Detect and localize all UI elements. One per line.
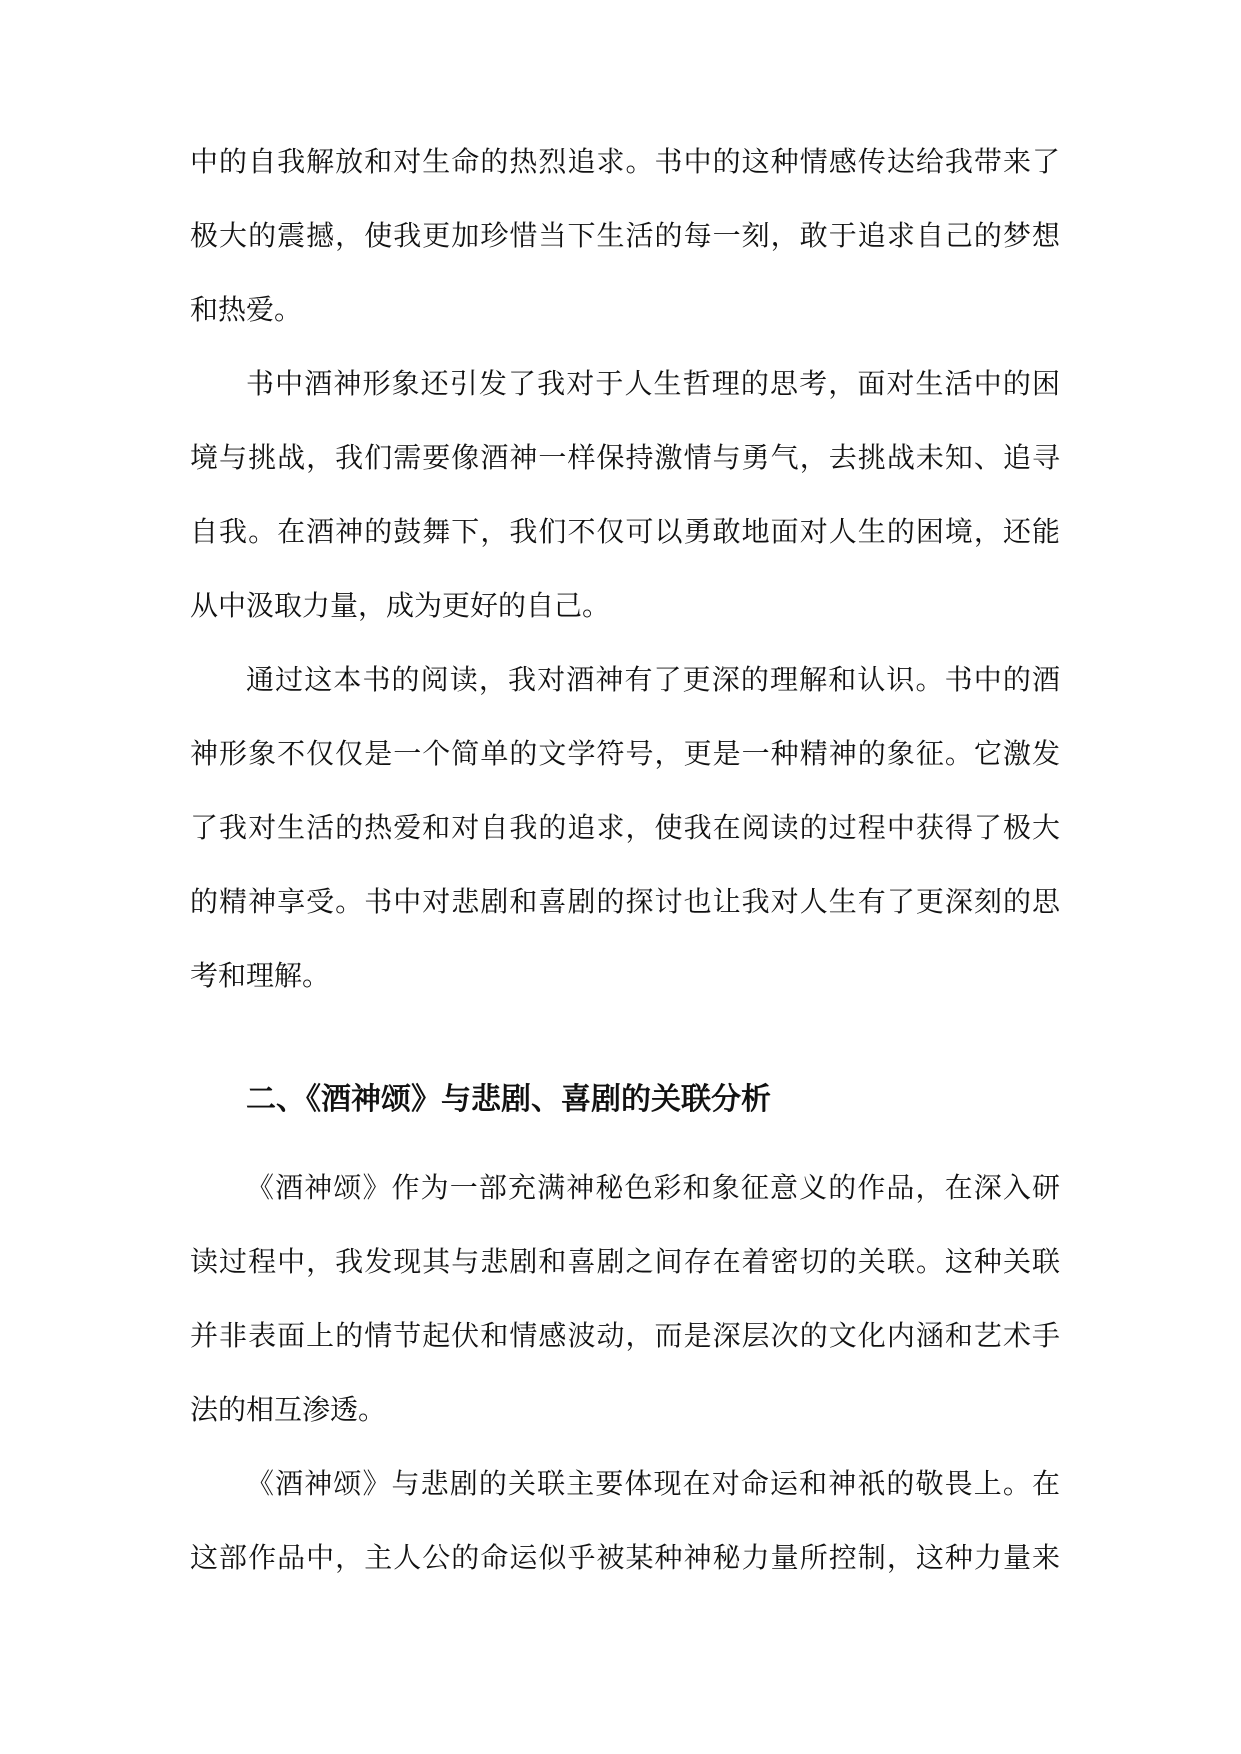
section-heading: 二、《酒神颂》与悲剧、喜剧的关联分析 [246, 1082, 771, 1117]
paragraph-3-line-2: 神形象不仅仅是一个简单的文学符号，更是一种精神的象征。它激发 [190, 737, 1060, 770]
paragraph-3-line-3: 了我对生活的热爱和对自我的追求，使我在阅读的过程中获得了极大 [190, 811, 1060, 844]
paragraph-3-line-1: 通过这本书的阅读，我对酒神有了更深的理解和认识。书中的酒 [246, 663, 1060, 696]
paragraph-2-line-4: 从中汲取力量，成为更好的自己。 [190, 589, 611, 622]
section-paragraph-1-line-3: 并非表面上的情节起伏和情感波动，而是深层次的文化内涵和艺术手 [190, 1319, 1060, 1352]
paragraph-2-line-1: 书中酒神形象还引发了我对于人生哲理的思考，面对生活中的困 [246, 367, 1060, 400]
paragraph-3-line-4: 的精神享受。书中对悲剧和喜剧的探讨也让我对人生有了更深刻的思 [190, 885, 1060, 918]
paragraph-2-line-2: 境与挑战，我们需要像酒神一样保持激情与勇气，去挑战未知、追寻 [190, 441, 1060, 474]
section-paragraph-1-line-2: 读过程中，我发现其与悲剧和喜剧之间存在着密切的关联。这种关联 [190, 1245, 1060, 1278]
paragraph-1-line-2: 极大的震撼，使我更加珍惜当下生活的每一刻，敢于追求自己的梦想 [190, 219, 1060, 252]
section-paragraph-1-line-4: 法的相互渗透。 [190, 1393, 387, 1426]
paragraph-3-line-5: 考和理解。 [190, 959, 331, 992]
section-paragraph-2-line-1: 《酒神颂》与悲剧的关联主要体现在对命运和神祇的敬畏上。在 [246, 1467, 1060, 1500]
paragraph-2-line-3: 自我。在酒神的鼓舞下，我们不仅可以勇敢地面对人生的困境，还能 [190, 515, 1060, 548]
paragraph-1-line-3: 和热爱。 [190, 293, 303, 326]
section-paragraph-1-line-1: 《酒神颂》作为一部充满神秘色彩和象征意义的作品，在深入研 [246, 1171, 1060, 1204]
paragraph-1-line-1: 中的自我解放和对生命的热烈追求。书中的这种情感传达给我带来了 [190, 145, 1060, 178]
section-paragraph-2-line-2: 这部作品中，主人公的命运似乎被某种神秘力量所控制，这种力量来 [190, 1541, 1060, 1574]
